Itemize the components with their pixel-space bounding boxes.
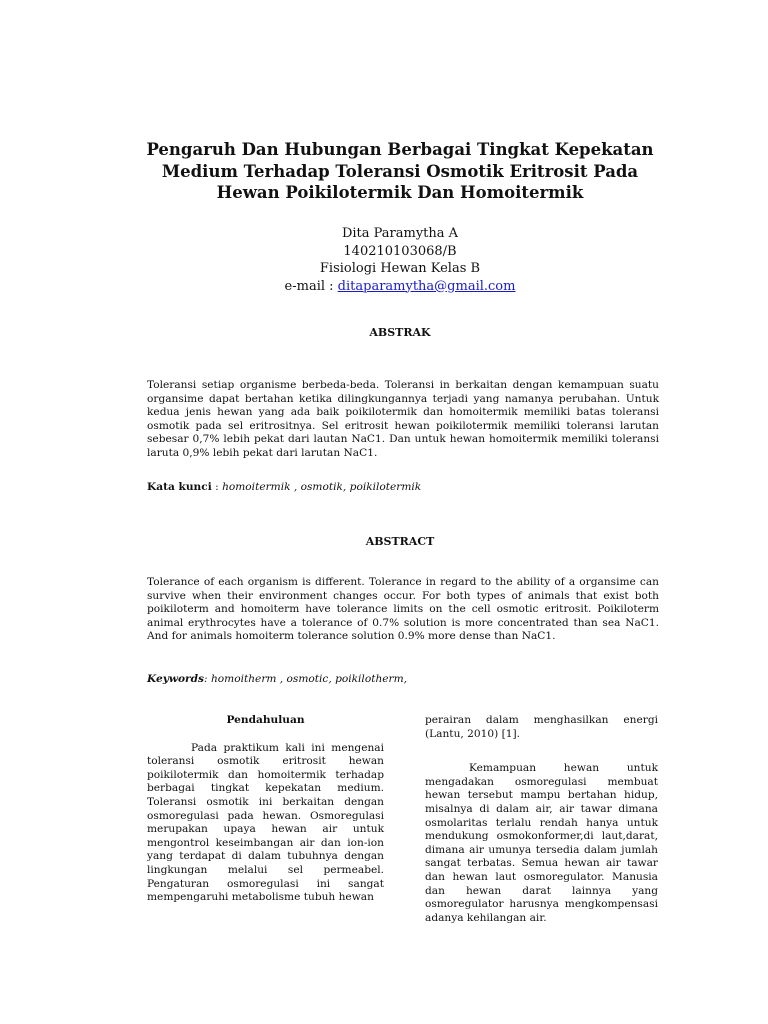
paper-title bbox=[140, 139, 660, 204]
pendahuluan-paragraph-2: Kemampuan hewan untuk mengadakan osmoregulasi membuat hewan tersebut mampu bertahan hidup, misalnya di dalam air, air tawar dimana osmolaritas terlalu rendah hanya untuk mendukung osmokonformer,di laut,darat, dimana air umunya tersedia dalam jumlah sangat terbatas. Semua hewan air tawar dan hewan laut osmoregulator. Manusia dan hewan darat lainnya yang osmoregulator harusnya mengkompensasi adanya kehilangan air. bbox=[425, 762, 658, 924]
title-line-1: Pengaruh Dan Hubungan Berbagai Tingkat Kepekatan bbox=[146, 140, 654, 159]
pendahuluan-heading: Pendahuluan bbox=[226, 714, 305, 726]
keywords-list-id: homoitermik , osmotik, poikilotermik bbox=[222, 481, 422, 493]
author-class: Fisiologi Hewan Kelas B bbox=[319, 261, 481, 276]
email-label: e-mail : bbox=[284, 278, 334, 294]
right-column bbox=[425, 714, 658, 925]
author-email-line bbox=[230, 278, 570, 296]
keywords-label-en: Keywords bbox=[147, 673, 205, 685]
abstrak-keywords bbox=[147, 481, 667, 493]
abstrak-body: Toleransi setiap organisme berbeda-beda. Toleransi in berkaitan dengan kemampuan suatu organsime dapat bertahan ketika dilingkungannya terjadi yang namanya perubahan. Untuk kedua jenis hewan yang ada baik poikilotermik dan homoitermik memiliki batas toleransi osmotik pada sel eritrositnya. Sel eritrosit hewan poikilotermik memiliki toleransi larutan sebesar 0,7% lebih pekat dari lautan NaC1. Dan untuk hewan homoitermik memiliki toleransi laruta 0,9% lebih pekat dari larutan NaC1. bbox=[147, 379, 659, 459]
keywords-label-id: Kata kunci bbox=[147, 481, 212, 493]
abstract-keywords bbox=[147, 673, 667, 685]
pendahuluan-paragraph-1: Pada praktikum kali ini mengenai toleransi osmotik eritrosit hewan poikilotermik dan homoitermik terhadap berbagai tingkat kepekatan medium. Toleransi osmotik ini berkaitan dengan osmoregulasi pada hewan. Osmoregulasi merupakan upaya hewan air untuk mengontrol keseimbangan air dan ion-ion yang terdapat di dalam tubuhnya dengan lingkungan melalui sel permeabel. Pengaturan osmoregulasi ini sangat mempengaruhi metabolisme tubuh hewan bbox=[147, 741, 384, 904]
email-link[interactable]: ditaparamytha@gmail.com bbox=[337, 278, 516, 294]
abstract-body: Tolerance of each organism is different. Tolerance in regard to the ability of a organsime can survive when their environment changes occur. For both types of animals that exist both poikiloterm and homoiterm have tolerance limits on the cell osmotic eritrosit. Poikiloterm animal erythrocytes have a tolerance of 0.7% solution is more concentrated than sea NaC1. And for animals homoiterm tolerance solution 0.9% more dense than NaC1. bbox=[147, 576, 659, 643]
title-line-2: Medium Terhadap Toleransi Osmotik Eritrosit Pada bbox=[161, 161, 639, 181]
keywords-separator-en: : bbox=[204, 673, 211, 685]
abstract-heading: ABSTRACT bbox=[365, 535, 435, 548]
author-block bbox=[230, 225, 570, 295]
title-line-3: Hewan Poikilotermik Dan Homoitermik bbox=[216, 183, 584, 202]
abstrak-heading: ABSTRAK bbox=[369, 326, 431, 339]
author-id: 140210103068/B bbox=[343, 243, 457, 259]
author-name: Dita Paramytha A bbox=[341, 226, 459, 241]
keywords-list-en: homoitherm , osmotic, poikilotherm, bbox=[210, 673, 408, 685]
pendahuluan-paragraph-1-cont: perairan dalam menghasilkan energi (Lantu, 2010) [1]. bbox=[425, 714, 658, 740]
left-column bbox=[147, 714, 384, 905]
keywords-separator-id: : bbox=[211, 481, 223, 493]
